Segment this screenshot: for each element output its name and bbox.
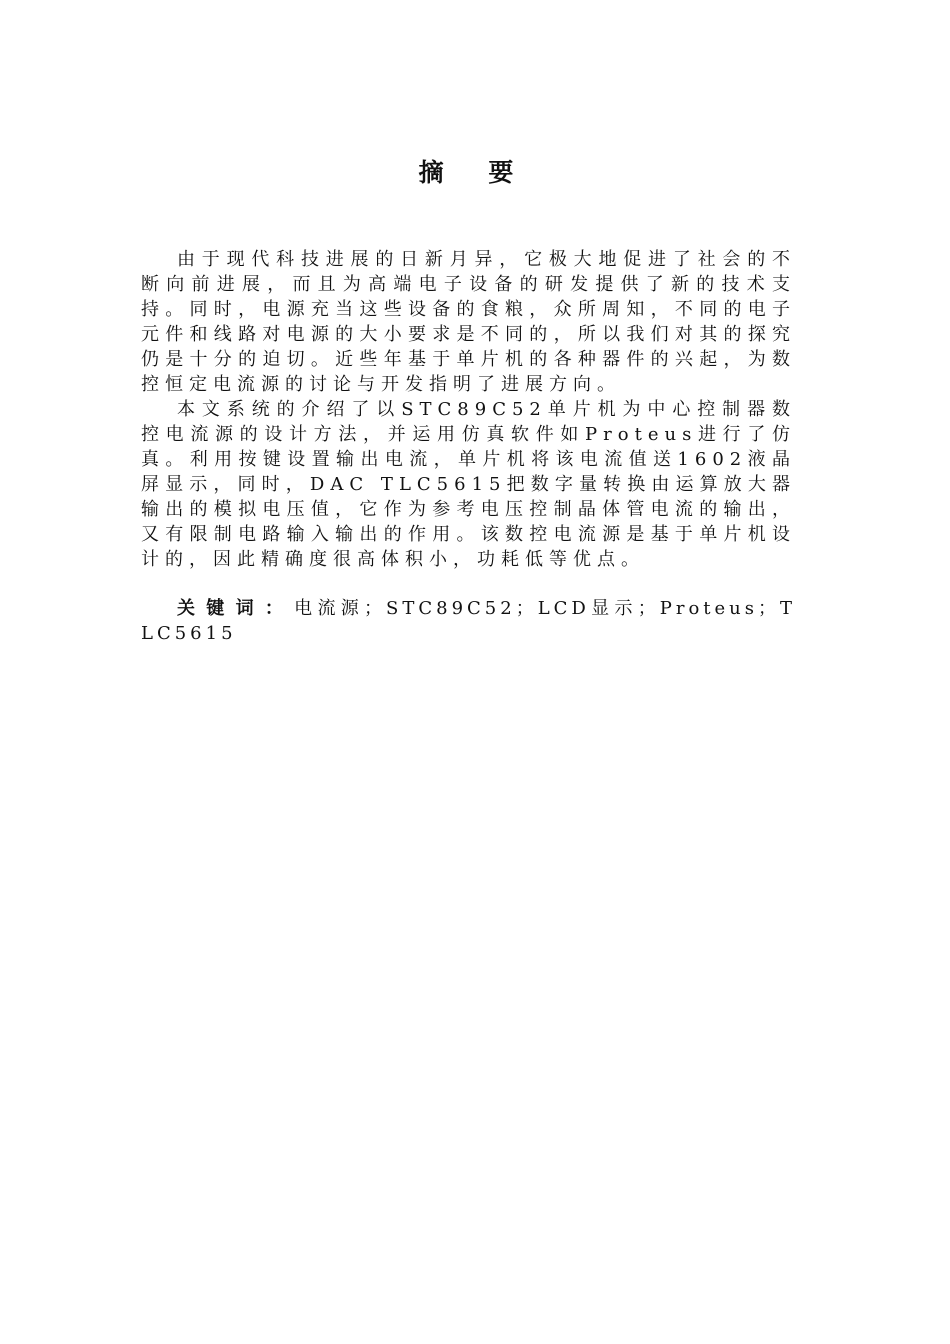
keywords-line: [141, 596, 796, 646]
keywords-text: 电流源；STC89C52；LCD显示；Proteus；TLC5615: [141, 598, 797, 644]
abstract-body: [141, 247, 796, 646]
abstract-paragraph-1: 由于现代科技进展的日新月异，它极大地促进了社会的不断向前进展，而且为高端电子设备的研发提供了新的技术支持。同时，电源充当这些设备的食粮，众所周知，不同的电子元件和线路对电源的大小要求是不同的，所以我们对其的探究仍是十分的迫切。近些年基于单片机的各种器件的兴起，为数控恒定电流源的讨论与开发指明了进展方向。: [141, 249, 796, 395]
abstract-title: 摘 要: [418, 158, 532, 187]
keywords-label: 关键词：: [177, 598, 295, 619]
abstract-paragraph-2: 本文系统的介绍了以STC89C52单片机为中心控制器数控电流源的设计方法，并运用仿真软件如Proteus进行了仿真。利用按键设置输出电流，单片机将该电流值送1602液晶屏显示，同时，DAC TLC5615把数字量转换由运算放大器输出的模拟电压值，它作为参考电压控制晶体管电流的输出，又有限制电路输入输出的作用。该数控电流源是基于单片机设计的，因此精确度很高体积小，功耗低等优点。: [141, 399, 796, 570]
